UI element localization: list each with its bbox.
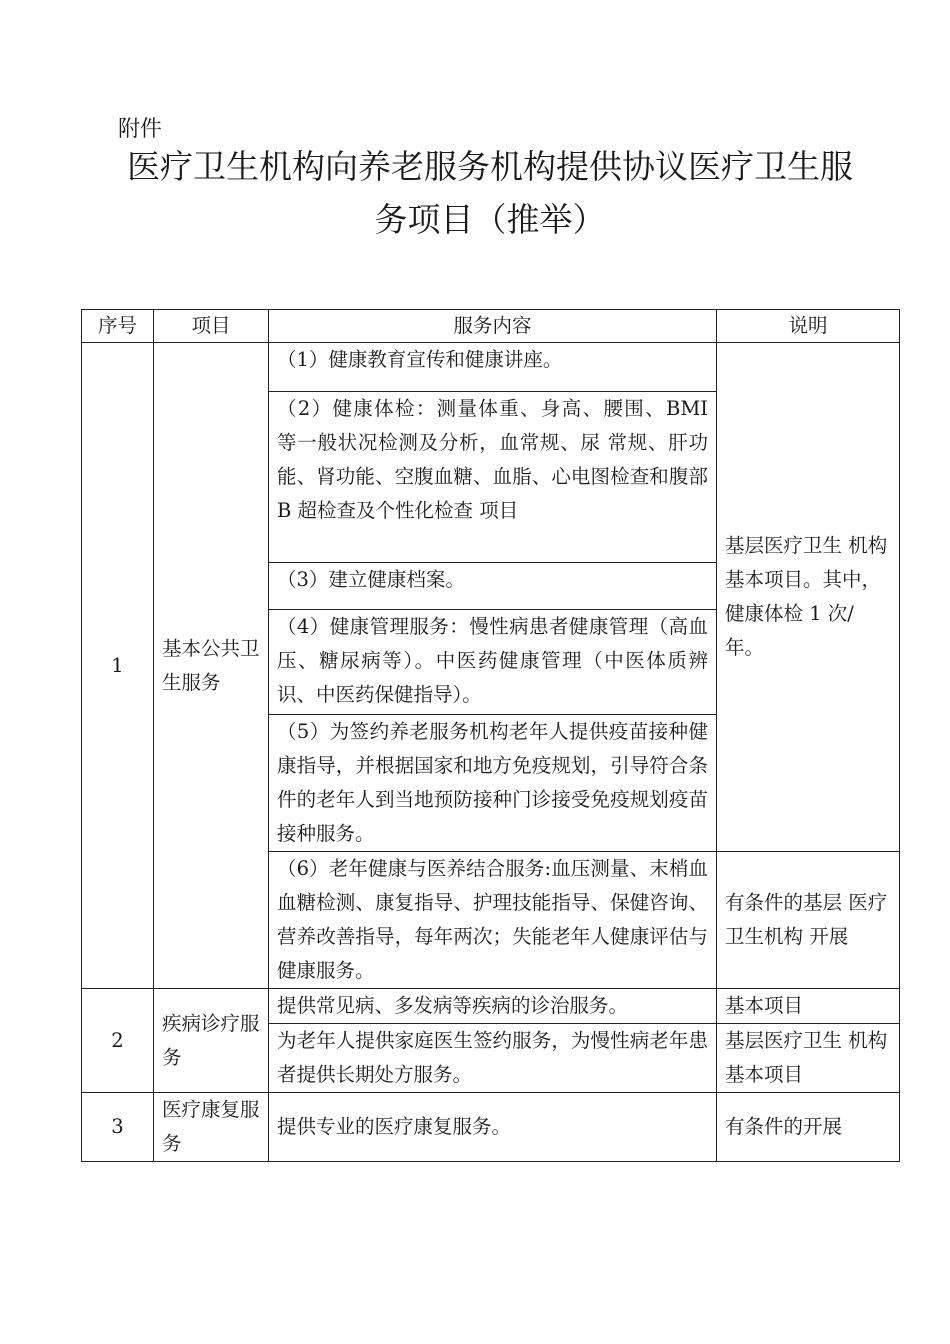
service-content: （4）健康管理服务：慢性病患者健康管理（高血压、糖尿病等）。中医药健康管理（中医体质辨识、中医药保健指导）。 — [269, 610, 717, 715]
col-header-index: 序号 — [82, 310, 154, 343]
service-content: （1）健康教育宣传和健康讲座。 — [269, 343, 717, 392]
service-content: （5）为签约养老服务机构老年人提供疫苗接种健康指导，并根据国家和地方免疫规划，引导符合条件的老年人到当地预防接种门诊接受免疫规划疫苗接种服务。 — [269, 715, 717, 852]
col-header-note: 说明 — [717, 310, 900, 343]
service-table — [81, 309, 900, 1162]
table-header-row — [82, 310, 900, 343]
service-content: （2）健康体检：测量体重、身高、腰围、BMI 等一般状况检测及分析，血常规、尿 常规、肝功能、肾功能、空腹血糖、血脂、心电图检查和腹部 B 超检查及个性化检查 项目 — [269, 392, 717, 563]
service-content: 为老年人提供家庭医生签约服务，为慢性病老年患者提供长期处方服务。 — [269, 1024, 717, 1093]
service-content: 提供专业的医疗康复服务。 — [269, 1093, 717, 1162]
row-item: 疾病诊疗服务 — [154, 989, 269, 1093]
service-note: 有条件的开展 — [717, 1093, 900, 1162]
service-content: （3）建立健康档案。 — [269, 563, 717, 610]
row-index: 1 — [82, 343, 154, 989]
service-content: 提供常见病、多发病等疾病的诊治服务。 — [269, 989, 717, 1024]
service-note: 基层医疗卫生 机构基本项目 — [717, 1024, 900, 1093]
service-note: 基本项目 — [717, 989, 900, 1024]
title-line-1: 医疗卫生机构向养老服务机构提供协议医疗卫生服 — [127, 147, 853, 186]
title-line-2: 务项目（推举） — [374, 200, 606, 239]
col-header-item: 项目 — [154, 310, 269, 343]
service-content: （6）老年健康与医养结合服务:血压测量、末梢血血糖检测、康复指导、护理技能指导、保健咨询、营养改善指导，每年两次；失能老年人健康评估与健康服务。 — [269, 852, 717, 989]
row-item: 基本公共卫生服务 — [154, 343, 269, 989]
service-note: 基层医疗卫生 机构基本项目。其中，健康体检 1 次/年。 — [717, 343, 900, 852]
table-row — [82, 989, 900, 1024]
col-header-content: 服务内容 — [269, 310, 717, 343]
service-note: 有条件的基层 医疗卫生机构 开展 — [717, 852, 900, 989]
page-title — [60, 140, 920, 246]
row-index: 3 — [82, 1093, 154, 1162]
row-index: 2 — [82, 989, 154, 1093]
table-row — [82, 343, 900, 392]
attachment-label: 附件 — [118, 117, 163, 142]
row-item: 医疗康复服务 — [154, 1093, 269, 1162]
table-row — [82, 1093, 900, 1162]
